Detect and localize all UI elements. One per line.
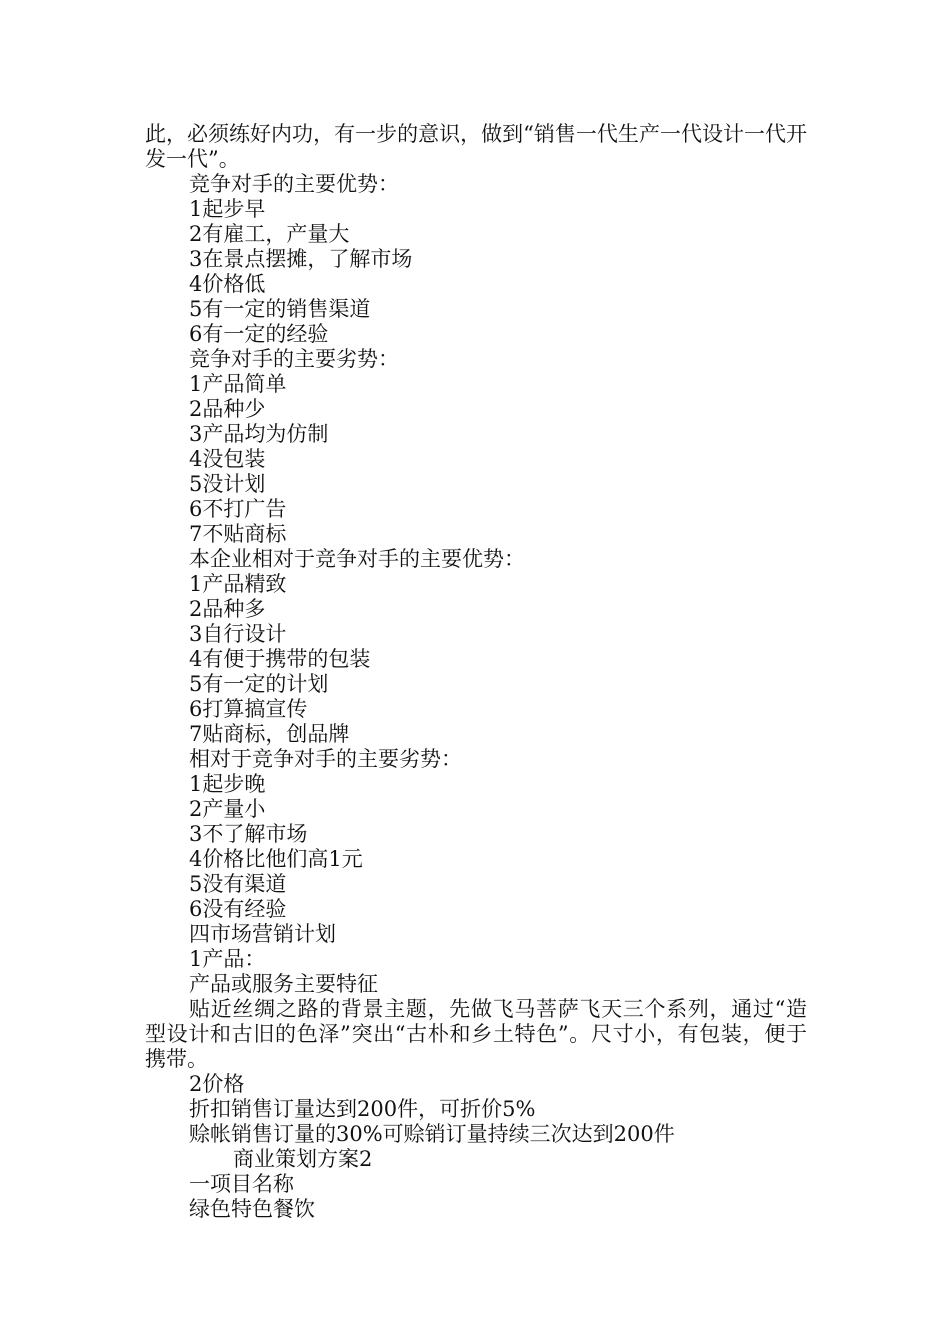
list-item: 4有便于携带的包装 bbox=[189, 647, 371, 671]
next-plan-title: 商业策划方案2 bbox=[233, 1147, 373, 1171]
list-item: 5没计划 bbox=[189, 472, 266, 496]
project-name: 绿色特色餐饮 bbox=[189, 1197, 315, 1221]
list-item: 5有一定的计划 bbox=[189, 672, 329, 696]
list-item: 7不贴商标 bbox=[189, 522, 287, 546]
marketing-plan-heading: 四市场营销计划 bbox=[189, 922, 336, 946]
our-weaknesses-heading: 相对于竞争对手的主要劣势： bbox=[189, 747, 462, 771]
list-item: 2品种多 bbox=[189, 597, 266, 621]
list-item: 5有一定的销售渠道 bbox=[189, 297, 371, 321]
list-item: 1产品简单 bbox=[189, 372, 287, 396]
list-item: 6打算搞宣传 bbox=[189, 697, 308, 721]
our-strengths-heading: 本企业相对于竞争对手的主要优势： bbox=[189, 547, 525, 571]
list-item: 3产品均为仿制 bbox=[189, 422, 329, 446]
project-name-heading: 一项目名称 bbox=[189, 1172, 294, 1196]
discount-line: 折扣销售订量达到200件，可折价5% bbox=[189, 1097, 536, 1121]
intro-paragraph: 此，必须练好内功，有一步的意识，做到“销售一代生产一代设计一代开发一代”。 bbox=[145, 122, 807, 171]
list-item: 4价格比他们高1元 bbox=[189, 847, 363, 871]
list-item: 1起步晚 bbox=[189, 772, 266, 796]
list-item: 2产量小 bbox=[189, 797, 266, 821]
credit-line: 赊帐销售订量的30%可赊销订量持续三次达到200件 bbox=[189, 1122, 675, 1146]
list-item: 2有雇工，产量大 bbox=[189, 222, 350, 246]
document-body bbox=[145, 122, 807, 1222]
list-item: 2品种少 bbox=[189, 397, 266, 421]
list-item: 6没有经验 bbox=[189, 897, 287, 921]
product-feature-heading: 产品或服务主要特征 bbox=[189, 972, 378, 996]
list-item: 3在景点摆摊，了解市场 bbox=[189, 247, 413, 271]
list-item: 1产品精致 bbox=[189, 572, 287, 596]
list-item: 4没包装 bbox=[189, 447, 266, 471]
list-item: 4价格低 bbox=[189, 272, 266, 296]
product-heading: 1产品： bbox=[189, 947, 266, 971]
product-feature-paragraph: 贴近丝绸之路的背景主题，先做飞马菩萨飞天三个系列，通过“造型设计和古旧的色泽”突出“古朴和乡土特色”。尺寸小，有包装，便于携带。 bbox=[145, 997, 807, 1071]
list-item: 7贴商标，创品牌 bbox=[189, 722, 350, 746]
list-item: 5没有渠道 bbox=[189, 872, 287, 896]
list-item: 6有一定的经验 bbox=[189, 322, 329, 346]
list-item: 3自行设计 bbox=[189, 622, 287, 646]
competitor-weaknesses-heading: 竞争对手的主要劣势： bbox=[189, 347, 399, 371]
competitor-strengths-heading: 竞争对手的主要优势： bbox=[189, 172, 399, 196]
price-heading: 2价格 bbox=[189, 1072, 245, 1096]
list-item: 3不了解市场 bbox=[189, 822, 308, 846]
list-item: 6不打广告 bbox=[189, 497, 287, 521]
list-item: 1起步早 bbox=[189, 197, 266, 221]
